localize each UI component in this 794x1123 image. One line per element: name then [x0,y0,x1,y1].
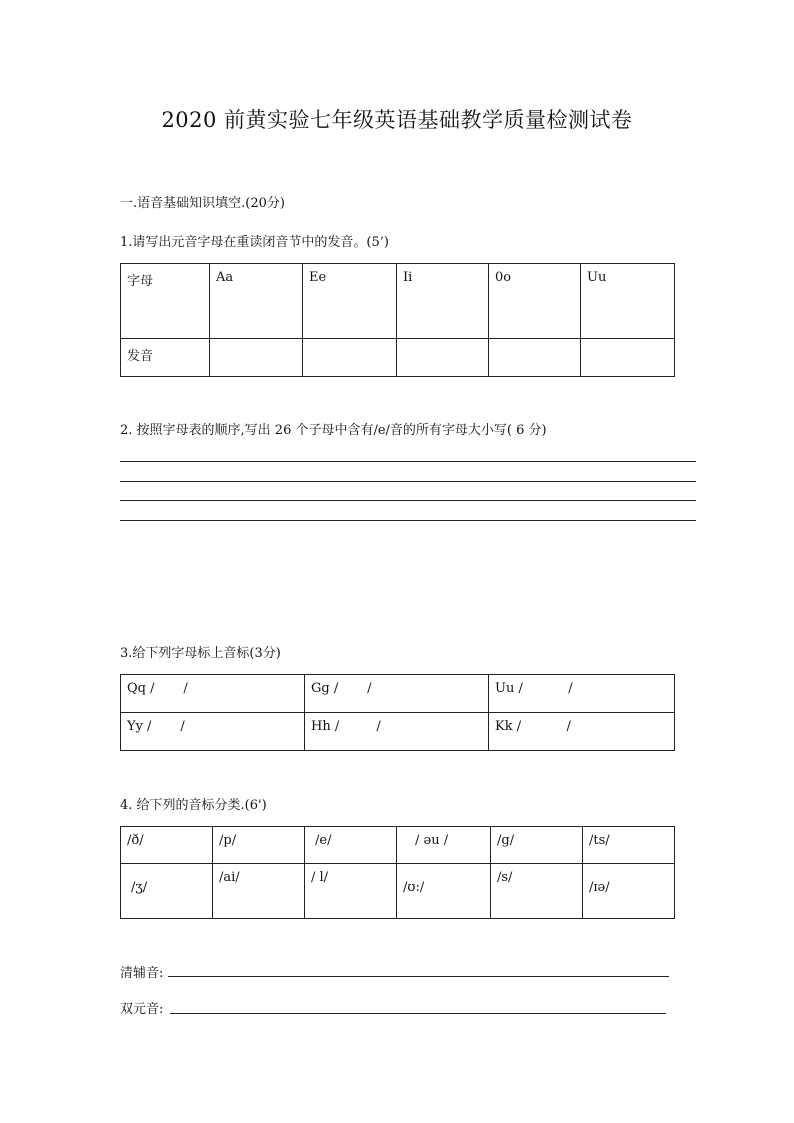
table-cell[interactable]: Hh / / [305,713,489,751]
answer-line[interactable] [120,500,696,501]
table-row [121,864,675,919]
table-cell: /ð/ [121,827,213,864]
table-cell: /s/ [491,864,583,919]
table-cell: / l/ [305,864,397,919]
table-cell: Aa [210,264,303,339]
answer-line[interactable] [120,481,696,482]
vowel-sound-table [120,263,675,377]
table-cell: 0o [489,264,581,339]
answer-line[interactable] [120,461,696,462]
table-cell: /ʒ/ [121,864,213,919]
phonetic-symbol-table [120,674,675,751]
table-cell[interactable]: Yy / / [121,713,305,751]
question-4-prompt: 4. 给下列的音标分类.(6') [120,798,267,813]
answer-line[interactable] [120,520,696,521]
question-2-prompt: 2. 按照字母表的顺序,写出 26 个子母中含有/e/音的所有字母大小写( 6 分) [120,423,547,438]
table-cell[interactable]: Uu / / [489,675,675,713]
diphthong-answer-line[interactable] [170,1013,666,1014]
table-cell[interactable]: Kk / / [489,713,675,751]
table-cell[interactable]: Qq / / [121,675,305,713]
diphthong-label: 双元音: [120,1002,164,1017]
table-cell: /e/ [305,827,397,864]
section-1-heading: 一.语音基础知识填空.(20分) [120,196,285,211]
table-cell: /ɪə/ [583,864,675,919]
voiceless-consonant-answer-line[interactable] [168,976,669,977]
answer-cell[interactable] [303,339,397,377]
table-row [121,713,675,751]
table-cell: /p/ [213,827,305,864]
table-cell: /ai/ [213,864,305,919]
question-1-prompt: 1.请写出元音字母在重读闭音节中的发音。(5’) [120,235,389,250]
table-cell: Uu [581,264,675,339]
table-cell: /g/ [491,827,583,864]
table-row [121,264,675,339]
voiceless-consonant-label: 清辅音: [120,966,164,981]
table-cell: Ee [303,264,397,339]
answer-cell[interactable] [581,339,675,377]
table-row [121,339,675,377]
table-row [121,675,675,713]
table-cell[interactable]: Gg / / [305,675,489,713]
table-cell: / əu / [397,827,491,864]
answer-cell[interactable] [210,339,303,377]
table-cell: /ʊ:/ [397,864,491,919]
table-cell: 发音 [121,339,210,377]
table-cell: /ts/ [583,827,675,864]
table-cell: 字母 [121,264,210,339]
table-row [121,827,675,864]
page-title: 2020 前黄实验七年级英语基础教学质量检测试卷 [161,108,633,132]
answer-cell[interactable] [489,339,581,377]
answer-cell[interactable] [397,339,489,377]
table-cell: Ii [397,264,489,339]
question-3-prompt: 3.给下列字母标上音标(3分) [120,646,281,661]
sound-classification-table [120,826,675,919]
